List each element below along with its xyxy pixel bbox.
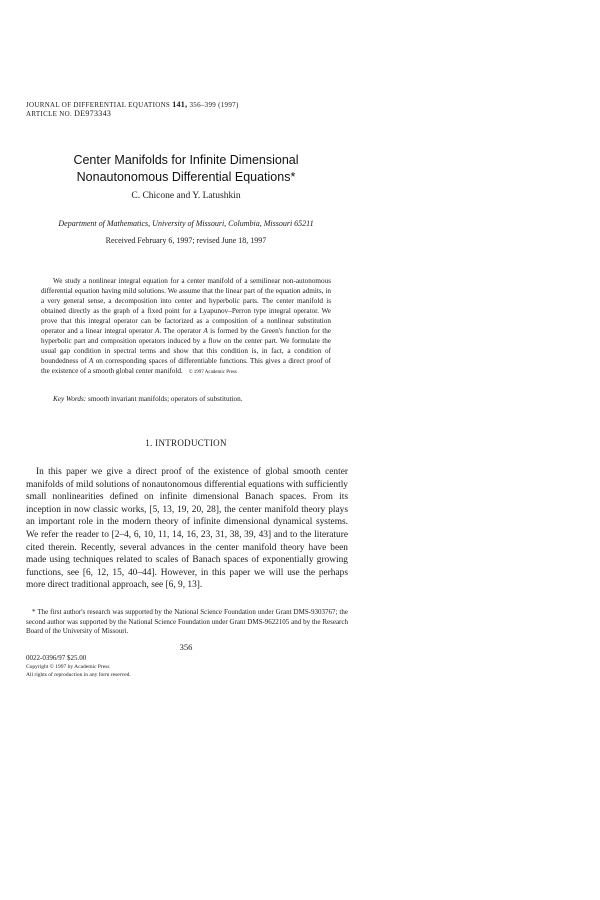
abstract [41,276,331,378]
author-affiliation: Department of Mathematics, University of Missouri, Columbia, Missouri 65211 [58,219,314,228]
abstract-text-4: on corresponding spaces of differentiable functions. This gives a direct proof of the existence of a smooth global center manifold. [41,357,332,375]
copyright-line: Copyright © 1997 by Academic Press [26,664,110,670]
page-number: 356 [179,642,193,652]
article-number: DE973343 [74,109,112,118]
paper-authors: C. Chicone and Y. Latushkin [131,191,241,201]
keywords-label: Key Words: [53,395,87,403]
article-id [26,109,111,118]
issn-price: 0022-0396/97 $25.00 [26,654,87,662]
abstract-text-3: is formed by the Green's function for the hyperbolic part and composition operators induced by a flow on the center part. We formulate the usual gap condition in spectral terms and show that this condition is, in fact, a condition of boundedness of [41,327,331,365]
operator-symbol: A [203,327,208,335]
footnote: * The first author's research was supported by the National Science Foundation under Grant DMS-9303767; the second author was supported by the National Science Foundation under Grant DMS-9622105 and by the Research Board of the University of Missouri. [26,608,348,635]
abstract-copyright: © 1997 Academic Press [188,370,237,375]
keywords-text: smooth invariant manifolds; operators of substitution. [88,395,243,403]
intro-paragraph: In this paper we give a direct proof of the existence of global smooth center manifolds of mild solutions of nonautonomous differential equations with sufficiently small nonlinearities defined on infinite dimensional Banach spaces. From its inception in now classic works, [5, 13, 19, 20, 28], the center manifold theory plays an important role in the modern theory of infinite dimensional dynamical systems. We refer the reader to [2–4, 6, 10, 11, 14, 16, 23, 31, 38, 39, 43] and to the literature cited therein. Recently, several advances in the center manifold theory have been made using techniques related to scales of Banach spaces of exponentially growing functions, see [6, 12, 15, 40–44]. However, in this paper we will use the perhaps more direct traditional approach, see [6, 9, 13]. [26,467,348,591]
section-heading: 1. INTRODUCTION [145,438,227,448]
article-label: ARTICLE NO. [26,110,73,118]
journal-volume: 141, [172,100,188,109]
operator-symbol: A [155,327,160,335]
received-dates: Received February 6, 1997; revised June 18, 1997 [105,236,267,245]
copyright-notice [26,664,131,679]
journal-name: JOURNAL OF DIFFERENTIAL EQUATIONS [26,101,171,109]
rights-line: All rights of reproduction in any form reserved. [26,671,131,678]
journal-pages: 356–399 (1997) [189,101,239,109]
abstract-text-1: We study a nonlinear integral equation for a center manifold of a semilinear non-autonomous differential equation having mild solutions. We assume that the linear part of the equation admits, in a very general sense, a decomposition into center and hyperbolic parts. The center manifold is obtained directly as the graph of a fixed point for a Lyapunov–Perron type integral operator. We prove that this integral operator can be factorized as a composition of a nonlinear substitution operator and a linear integral operator [41,277,331,335]
keywords [41,394,331,404]
abstract-text-2: . The operator [159,327,201,335]
paper-title: Center Manifolds for Infinite Dimensional Nonautonomous Differential Equations* [73,153,299,184]
operator-symbol: A [88,357,94,365]
